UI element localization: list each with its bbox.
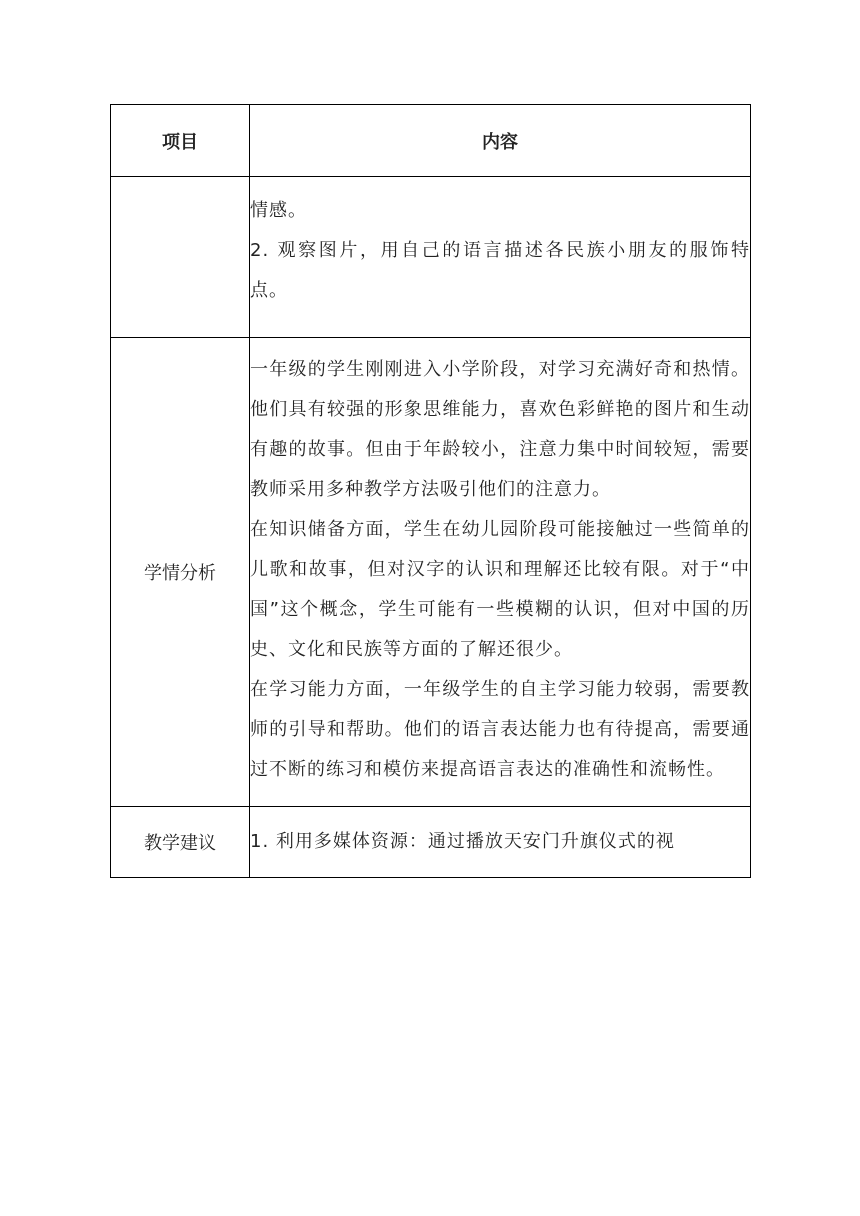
row-item-cell: 教学建议 — [111, 807, 250, 878]
table-header-row — [111, 105, 751, 177]
table-row — [111, 338, 751, 807]
row-content-cell — [250, 807, 751, 878]
lesson-plan-table — [110, 104, 751, 878]
content-paragraph: 在知识储备方面，学生在幼儿园阶段可能接触过一些简单的儿歌和故事，但对汉字的认识和理解还比较有限。对于“中国”这个概念，学生可能有一些模糊的认识，但对中国的历史、文化和民族等方面的了解还很少。 — [250, 519, 750, 660]
content-paragraph: 2. 观察图片，用自己的语言描述各民族小朋友的服饰特点。 — [250, 240, 750, 301]
table-row — [111, 177, 751, 338]
header-content: 内容 — [250, 105, 751, 177]
table-row — [111, 807, 751, 878]
content-paragraph: 情感。 — [250, 200, 307, 221]
content-paragraph: 1. 利用多媒体资源：通过播放天安门升旗仪式的视 — [250, 831, 675, 852]
row-item-cell — [111, 177, 250, 338]
row-item-cell: 学情分析 — [111, 338, 250, 807]
row-content-cell — [250, 338, 751, 807]
row-content-cell — [250, 177, 751, 338]
content-paragraph: 一年级的学生刚刚进入小学阶段，对学习充满好奇和热情。他们具有较强的形象思维能力，喜欢色彩鲜艳的图片和生动有趣的故事。但由于年龄较小，注意力集中时间较短，需要教师采用多种教学方法吸引他们的注意力。 — [250, 359, 750, 500]
content-paragraph: 在学习能力方面，一年级学生的自主学习能力较弱，需要教师的引导和帮助。他们的语言表达能力也有待提高，需要通过不断的练习和模仿来提高语言表达的准确性和流畅性。 — [250, 679, 750, 780]
header-item: 项目 — [111, 105, 250, 177]
